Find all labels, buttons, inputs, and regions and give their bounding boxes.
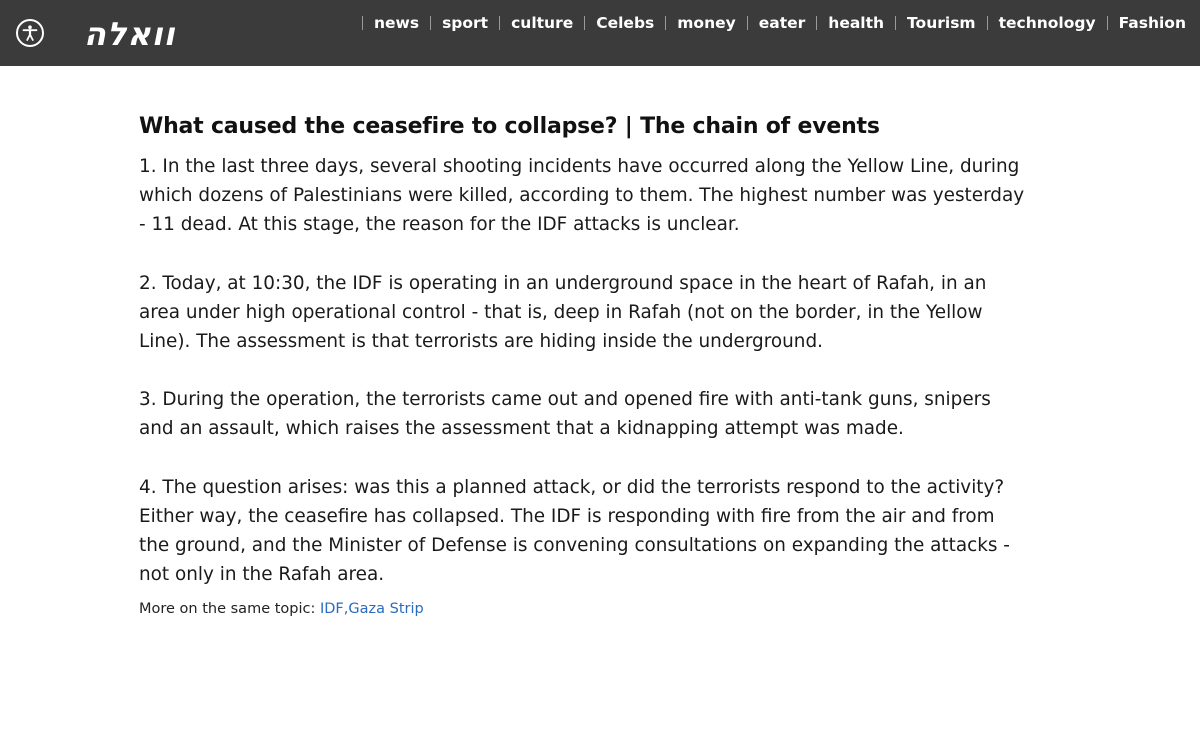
nav-item-sport[interactable]: sport: [442, 14, 489, 32]
nav-item-money[interactable]: money: [677, 14, 736, 32]
main-nav: [351, 10, 1186, 36]
nav-item-tourism[interactable]: Tourism: [907, 14, 976, 32]
nav-separator: [430, 16, 431, 30]
topic-link-idf[interactable]: IDF: [319, 601, 344, 618]
article-paragraph-2: 2. Today, at 10:30, the IDF is operating in an underground space in the heart of Rafah, in an area under high operational control - that is, deep in Rafah (not on the border, in the Yellow Line). The assessment is that terrorists are hiding inside the underground.: [139, 272, 987, 353]
accessibility-person-icon: [21, 24, 39, 42]
nav-separator: [362, 16, 363, 30]
nav-item-celebs[interactable]: Celebs: [596, 14, 655, 32]
site-logo[interactable]: וואלה: [84, 15, 176, 53]
nav-separator: [499, 16, 500, 30]
nav-item-fashion[interactable]: Fashion: [1118, 14, 1186, 32]
nav-separator: [747, 16, 748, 30]
more-on-topic: [139, 599, 1039, 619]
more-on-topic-label: More on the same topic:: [139, 601, 316, 618]
nav-separator: [1107, 16, 1108, 30]
accessibility-button[interactable]: [16, 19, 44, 47]
nav-item-culture[interactable]: culture: [511, 14, 574, 32]
article-title: What caused the ceasefire to collapse? | The chain of events: [139, 114, 880, 139]
article-paragraph-3: 3. During the operation, the terrorists came out and opened fire with anti-tank guns, snipers and an assault, which raises the assessment that a kidnapping attempt was made.: [139, 389, 991, 440]
nav-item-health[interactable]: health: [828, 14, 885, 32]
topic-link-gaza-strip[interactable]: ,Gaza Strip: [343, 601, 424, 618]
nav-separator: [584, 16, 585, 30]
nav-separator: [665, 16, 666, 30]
top-navigation-bar: [0, 0, 1200, 66]
nav-item-eater[interactable]: eater: [758, 14, 806, 32]
nav-separator: [816, 16, 817, 30]
nav-item-news[interactable]: news: [373, 14, 420, 32]
article-paragraph-4: 4. The question arises: was this a planned attack, or did the terrorists respond to the activity? Either way, the ceasefire has collapsed. The IDF is responding with fire from the air and from the ground, and the Minister of Defense is convening consultations on expanding the attacks - not only in the Rafah area.: [139, 476, 1010, 586]
nav-item-technology[interactable]: technology: [998, 14, 1096, 32]
article-body: [139, 112, 1039, 619]
nav-separator: [987, 16, 988, 30]
nav-separator: [895, 16, 896, 30]
article-paragraph-1: 1. In the last three days, several shooting incidents have occurred along the Yellow Line, during which dozens of Palestinians were killed, according to them. The highest number was yesterday - 11 dead. At this stage, the reason for the IDF attacks is unclear.: [139, 156, 1025, 236]
